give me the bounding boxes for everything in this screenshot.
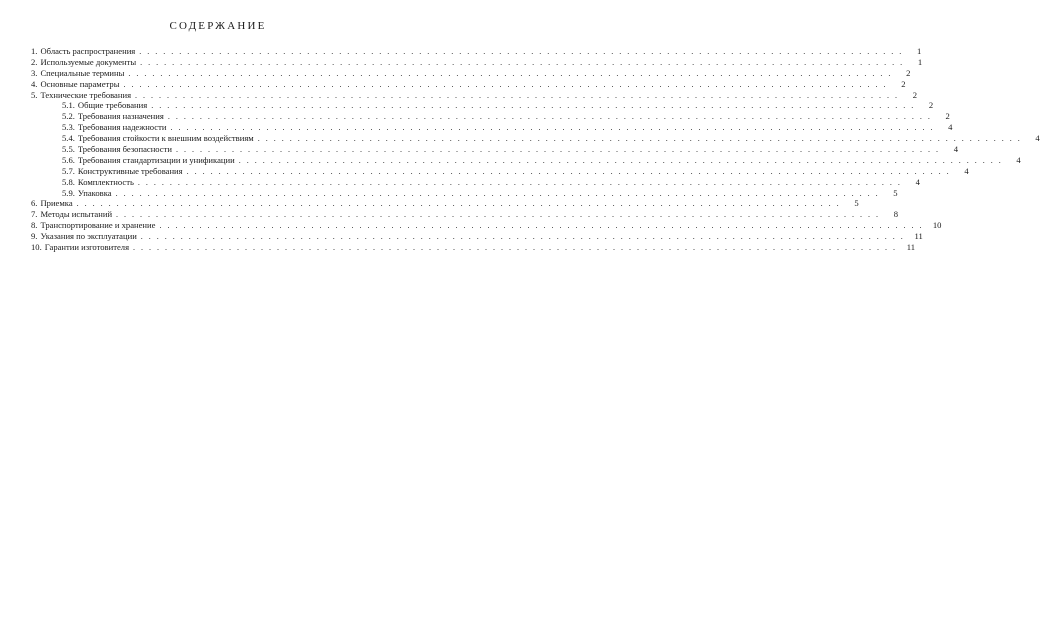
toc-entry-page: 10: [932, 220, 942, 231]
toc-entry-label: Требования стандартизации и унификации: [77, 154, 235, 165]
page-title: СОДЕРЖАНИЕ: [169, 20, 267, 32]
toc-entry-number: 2.: [31, 56, 38, 67]
toc-entry-label: Требования надежности: [77, 122, 167, 133]
dot-leader: ................................................................................................: [76, 199, 845, 209]
toc-subentry: [31, 187, 898, 199]
toc-entry-label: Конструктивные требования: [77, 165, 183, 176]
dot-leader: ................................................................................................: [151, 101, 920, 111]
toc-entry: [31, 209, 899, 220]
dot-leader: ................................................................................................: [140, 232, 909, 242]
toc-entry-number: 5.: [31, 89, 38, 100]
toc-entry-page: 2: [912, 89, 918, 100]
toc-entry-number: 5.7.: [62, 165, 75, 176]
dot-leader: ................................................................................................: [238, 155, 1007, 165]
dot-leader: ................................................................................................: [135, 90, 904, 100]
toc-subentry: [31, 111, 950, 122]
toc-entry-number: 5.3.: [62, 122, 75, 133]
toc-entry-number: 5.5.: [62, 144, 75, 155]
toc-entry-number: 5.8.: [62, 176, 75, 187]
toc-entry-page: 4: [915, 176, 920, 187]
toc-entry-label: Требования назначения: [77, 111, 164, 122]
toc-entry-page: 5: [893, 187, 898, 198]
toc-entry: [31, 46, 922, 57]
toc-entry-label: Область распространения: [40, 46, 136, 56]
dot-leader: ................................................................................................: [170, 123, 939, 133]
toc-subentry: [31, 100, 934, 111]
toc-entry-label: Методы испытаний: [40, 209, 113, 220]
dot-leader: ................................................................................................: [123, 79, 892, 89]
toc-entry-number: 6.: [31, 198, 38, 209]
toc-entry: [31, 198, 859, 209]
toc-entry-page: 8: [893, 209, 899, 220]
toc-entry-label: Гарантии изготовителя: [44, 242, 130, 253]
toc-subentry: [31, 122, 953, 133]
toc-entry-number: 9.: [31, 231, 38, 242]
toc-entry-number: 1.: [31, 46, 38, 56]
toc-subentry: [31, 154, 1021, 166]
toc-entry-label: Специальные термины: [40, 67, 125, 78]
toc-entry-label: Упаковка: [77, 187, 112, 198]
toc-entry-label: Технические требования: [40, 89, 132, 100]
toc-entry-number: 7.: [31, 209, 38, 220]
toc-entry-page: 2: [928, 100, 934, 111]
toc-entry-label: Указания по эксплуатации: [40, 231, 137, 242]
toc-subentry: [31, 176, 920, 188]
toc-entry-page: 2: [945, 111, 950, 122]
toc-entry-label: Комплектность: [77, 176, 134, 187]
dot-leader: ................................................................................................: [137, 177, 906, 187]
toc-entry-page: 11: [914, 231, 923, 242]
toc-entry: [31, 220, 942, 231]
dot-leader: ................................................................................................: [140, 57, 909, 67]
toc-entry-label: Требования безопасности: [77, 144, 172, 155]
toc-entry: [31, 56, 923, 68]
toc-entry: [31, 67, 911, 79]
toc-entry: [31, 89, 918, 101]
dot-leader: ................................................................................................: [159, 221, 928, 231]
toc-entry-page: 5: [854, 198, 859, 209]
table-of-contents: [31, 46, 1040, 253]
toc-entry-number: 3.: [31, 67, 38, 78]
toc-entry-page: 11: [906, 242, 916, 253]
dot-leader: ................................................................................................: [257, 134, 1026, 144]
toc-entry-number: 5.9.: [62, 187, 75, 198]
dot-leader: ................................................................................................: [175, 145, 944, 155]
toc-entry-number: 4.: [31, 78, 38, 89]
toc-subentry: [31, 165, 969, 177]
toc-entry-page: 2: [906, 67, 911, 78]
toc-entry-label: Требования стойкости к внешним воздействиям: [77, 133, 254, 144]
toc-entry-label: Используемые документы: [40, 56, 137, 67]
toc-entry-number: 5.1.: [62, 100, 75, 111]
toc-entry-page: 1: [917, 56, 923, 67]
toc-entry-label: Транспортирование и хранение: [40, 220, 156, 231]
toc-subentry: [31, 144, 958, 155]
toc-entry-number: 5.6.: [62, 154, 75, 165]
toc-entry-label: Приемка: [40, 198, 73, 209]
dot-leader: ................................................................................................: [133, 243, 902, 253]
toc-entry-page: 4: [948, 122, 953, 133]
toc-entry: [31, 78, 906, 90]
dot-leader: ................................................................................................: [115, 188, 884, 198]
toc-entry-label: Общие требования: [77, 100, 148, 111]
toc-entry-number: 10.: [31, 242, 42, 253]
dot-leader: ................................................................................................: [139, 47, 908, 56]
toc-entry-page: 4: [964, 165, 969, 176]
dot-leader: ................................................................................................: [186, 166, 955, 176]
toc-entry-page: 2: [901, 78, 906, 89]
toc-entry-number: 5.2.: [62, 111, 75, 122]
toc-entry-number: 5.4.: [62, 133, 75, 144]
toc-entry-page: 4: [1035, 133, 1040, 144]
toc-entry-page: 4: [1016, 154, 1021, 165]
dot-leader: ................................................................................................: [167, 112, 936, 122]
toc-entry-label: Основные параметры: [40, 78, 120, 89]
toc-entry: [31, 231, 923, 242]
dot-leader: ................................................................................................: [128, 68, 897, 78]
toc-entry-number: 8.: [31, 220, 38, 231]
toc-entry-page: 4: [953, 144, 958, 155]
toc-subentry: [31, 133, 1040, 144]
toc-entry-page: 1: [916, 46, 922, 56]
dot-leader: ................................................................................................: [116, 210, 885, 220]
toc-entry: [31, 242, 916, 253]
